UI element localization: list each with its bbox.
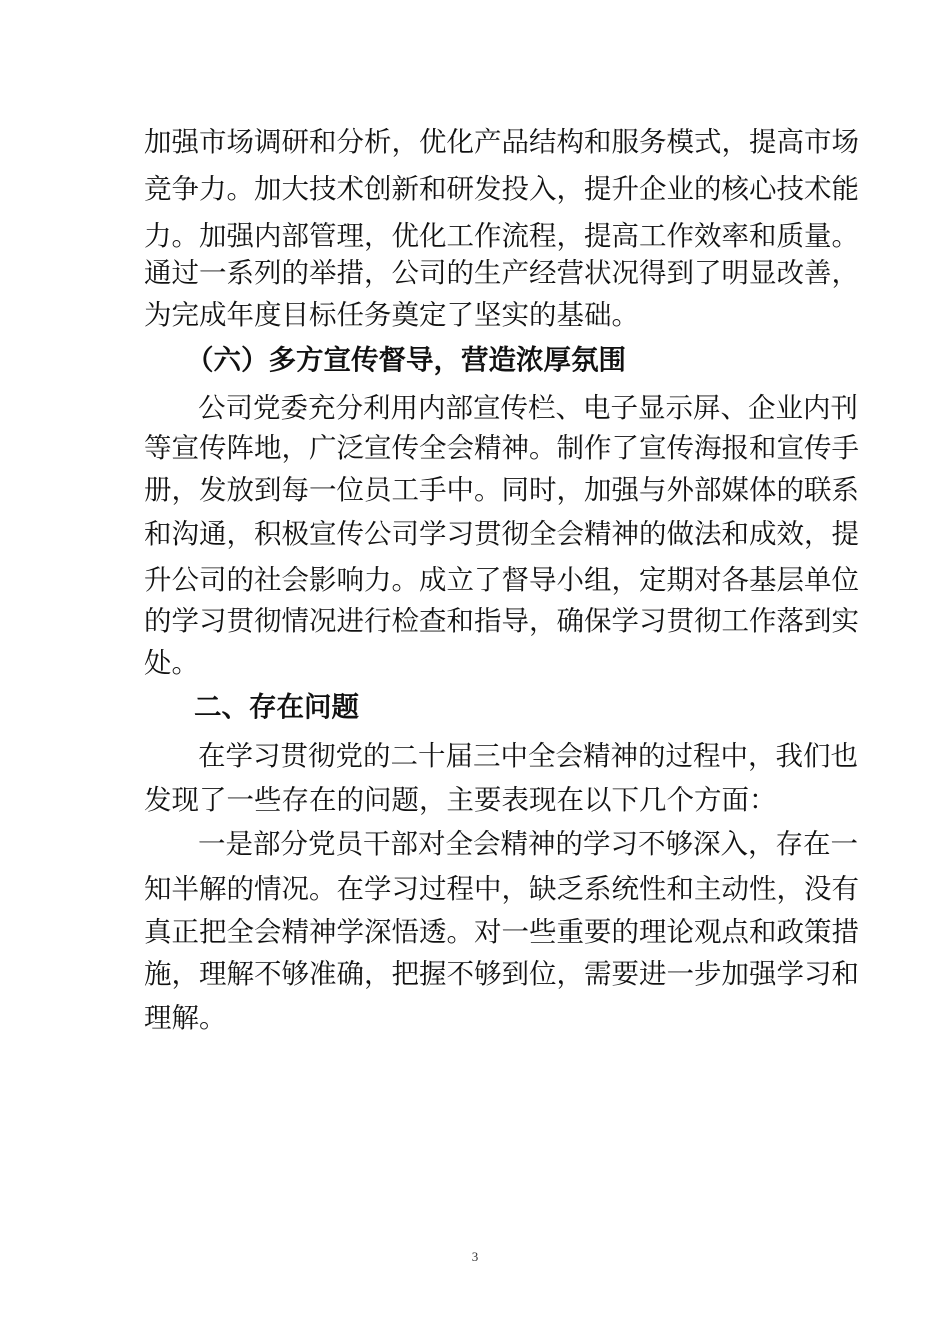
body-text-line: 为完成年度目标任务奠定了坚实的基础。 bbox=[144, 299, 639, 331]
body-text-line: 理解。 bbox=[144, 1002, 227, 1034]
section-heading: 二、存在问题 bbox=[194, 691, 359, 723]
body-text-line: 加强市场调研和分析，优化产品结构和服务模式，提高市场 bbox=[144, 126, 859, 158]
subsection-heading: （六）多方宣传督导，营造浓厚氛围 bbox=[186, 344, 626, 376]
body-text-line: 升公司的社会影响力。成立了督导小组，定期对各基层单位 bbox=[144, 564, 859, 596]
body-text-line: 等宣传阵地，广泛宣传全会精神。制作了宣传海报和宣传手 bbox=[144, 432, 859, 464]
body-text-line: 册，发放到每一位员工手中。同时，加强与外部媒体的联系 bbox=[144, 474, 859, 506]
body-text-line: 力。加强内部管理，优化工作流程，提高工作效率和质量。 bbox=[144, 220, 859, 252]
body-text-line: 施，理解不够准确，把握不够到位，需要进一步加强学习和 bbox=[144, 958, 859, 990]
body-text-line: 知半解的情况。在学习过程中，缺乏系统性和主动性，没有 bbox=[144, 873, 859, 905]
body-text-line: 和沟通，积极宣传公司学习贯彻全会精神的做法和成效，提 bbox=[144, 518, 859, 550]
body-text-line: 在学习贯彻党的二十届三中全会精神的过程中，我们也 bbox=[198, 740, 858, 772]
body-text-line: 通过一系列的举措，公司的生产经营状况得到了明显改善， bbox=[144, 257, 859, 289]
page-number: 3 bbox=[471, 1249, 479, 1264]
body-text-line: 处。 bbox=[144, 647, 199, 679]
body-text-line: 竞争力。加大技术创新和研发投入，提升企业的核心技术能 bbox=[144, 173, 859, 205]
body-text-line: 的学习贯彻情况进行检查和指导，确保学习贯彻工作落到实 bbox=[144, 605, 859, 637]
body-text-line: 公司党委充分利用内部宣传栏、电子显示屏、企业内刊 bbox=[198, 392, 858, 424]
body-text-line: 发现了一些存在的问题，主要表现在以下几个方面： bbox=[144, 784, 777, 816]
body-text-line: 一是部分党员干部对全会精神的学习不够深入，存在一 bbox=[198, 828, 858, 860]
body-text-line: 真正把全会精神学深悟透。对一些重要的理论观点和政策措 bbox=[144, 916, 859, 948]
